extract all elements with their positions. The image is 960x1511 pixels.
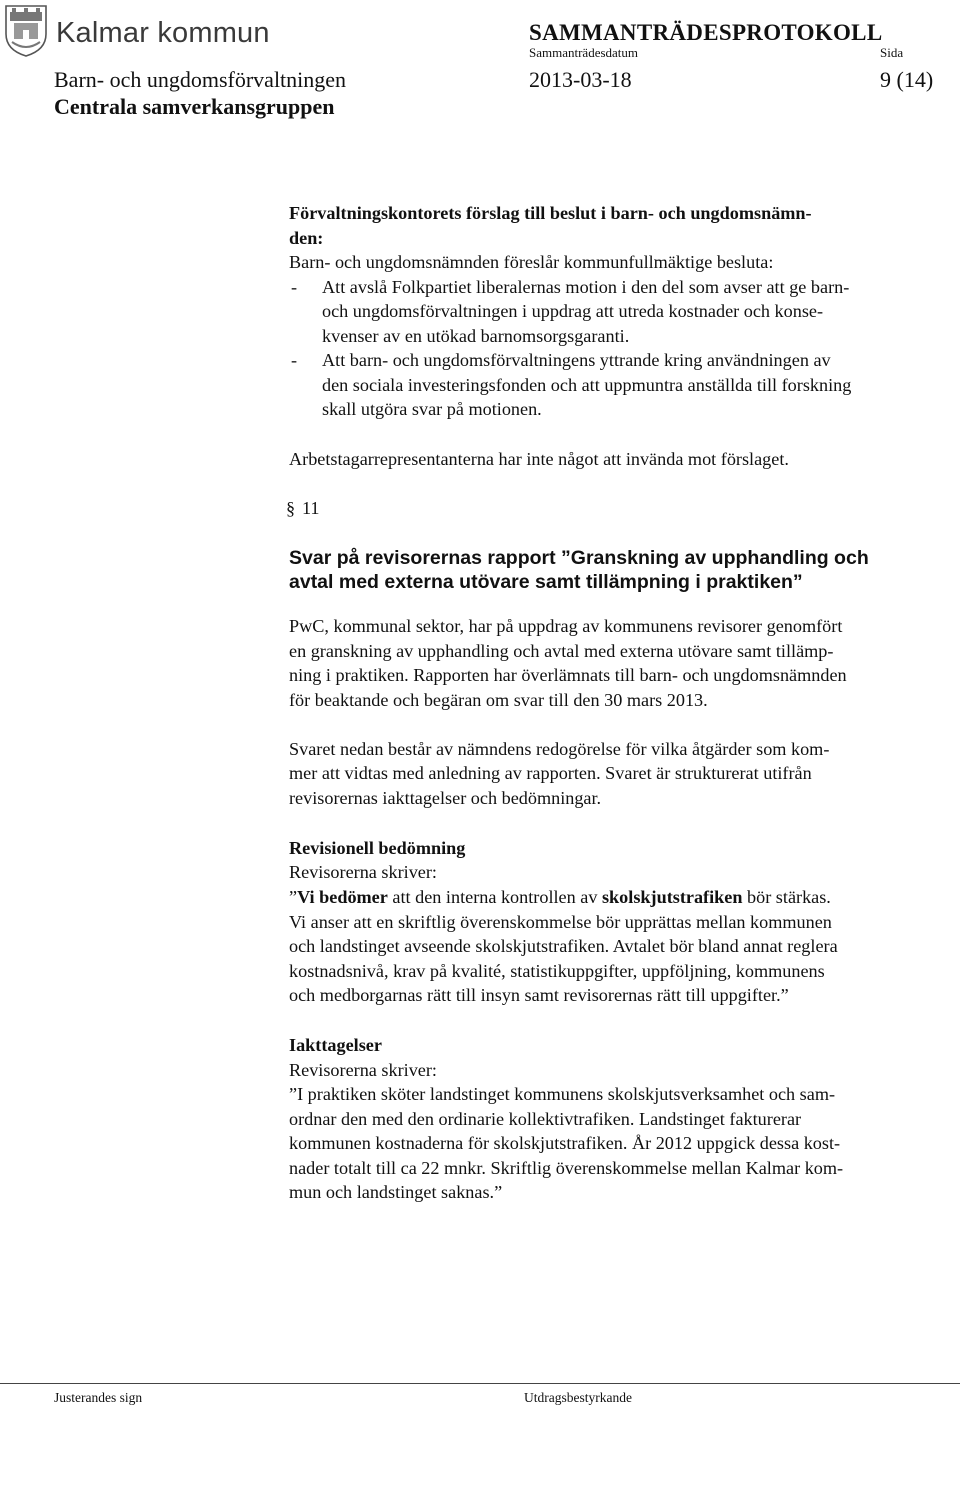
paragraph-1-line-3: ning i praktiken. Rapporten har överlämnats till barn- och ungdomsnämnden bbox=[289, 665, 847, 685]
assessment-line-1-middle: att den interna kontrollen av bbox=[387, 887, 602, 907]
paragraph-1-line-4: för beaktande och begäran om svar till den 30 mars 2013. bbox=[289, 690, 708, 710]
assessment-line-5: och medborgarnas rätt till insyn samt revisorernas rätt till uppgifter.” bbox=[289, 985, 789, 1005]
observations-heading: Iakttagelser bbox=[289, 1035, 382, 1055]
page-label: Sida bbox=[880, 45, 904, 60]
footer-justification-label: Justerandes sign bbox=[54, 1390, 143, 1405]
open-quote: ” bbox=[289, 887, 298, 907]
organization-name: Kalmar kommun bbox=[56, 17, 270, 49]
kalmar-coat-of-arms-logo bbox=[4, 4, 48, 58]
proposal-heading-line-1: Förvaltningskontorets förslag till beslut i barn- och ungdomsnämn- bbox=[289, 203, 812, 223]
observations-line-3: kommunen kostnaderna för skolskjutstrafiken. År 2012 uppgick dessa kost- bbox=[289, 1133, 841, 1153]
bullet-dash: - bbox=[291, 350, 298, 370]
bullet-1-line-3: kvenser av en utökad barnomsorgsgaranti. bbox=[322, 326, 630, 346]
bullet-dash: - bbox=[291, 277, 298, 297]
section-symbol: § bbox=[286, 498, 296, 518]
observations-line-1: ”I praktiken sköter landstinget kommunens skolskjutsverksamhet och sam- bbox=[289, 1084, 836, 1104]
assessment-line-1 bbox=[289, 885, 831, 910]
document-type: SAMMANTRÄDESPROTOKOLL bbox=[529, 20, 883, 45]
paragraph-1-line-2: en granskning av upphandling och avtal med externa utövare samt tillämp- bbox=[289, 641, 834, 661]
paragraph-2-line-3: revisorernas iakttagelser och bedömningar. bbox=[289, 788, 602, 808]
observations-writer: Revisorerna skriver: bbox=[289, 1060, 437, 1080]
proposal-intro: Barn- och ungdomsnämnden föreslår kommunfullmäktige besluta: bbox=[289, 252, 774, 272]
paragraph-1-line-1: PwC, kommunal sektor, har på uppdrag av kommunens revisorer genomfört bbox=[289, 616, 843, 636]
meeting-date-label: Sammanträdesdatum bbox=[529, 45, 639, 60]
footer-divider bbox=[0, 1383, 960, 1384]
page-number: 9 (14) bbox=[880, 67, 934, 92]
assessment-line-1-end: bör stärkas. bbox=[742, 887, 831, 907]
footer-certification-label: Utdragsbestyrkande bbox=[524, 1390, 632, 1405]
assessment-writer: Revisorerna skriver: bbox=[289, 862, 437, 882]
committee-name: Centrala samverkansgruppen bbox=[54, 94, 335, 119]
assessment-line-2: Vi anser att en skriftlig överenskommelse bör upprättas mellan kommunen bbox=[289, 912, 832, 932]
assessment-line-4: kostnadsnivå, krav på kvalité, statistikuppgifter, uppföljning, kommunens bbox=[289, 961, 825, 981]
paragraph-2-line-2: mer att vidtas med anledning av rapporten. Svaret är strukturerat utifrån bbox=[289, 763, 812, 783]
observations-line-4: nader totalt till ca 22 mnkr. Skriftlig överenskommelse mellan Kalmar kom- bbox=[289, 1158, 844, 1178]
bullet-2-line-2: den sociala investeringsfonden och att uppmuntra anställda till forskning bbox=[322, 375, 852, 395]
bullet-1-line-1: Att avslå Folkpartiet liberalernas motion i den del som avser att ge barn- bbox=[322, 277, 850, 297]
union-note: Arbetstagarrepresentanterna har inte något att invända mot förslaget. bbox=[289, 449, 789, 469]
proposal-heading-line-2: den: bbox=[289, 228, 324, 248]
bullet-2-line-3: skall utgöra svar på motionen. bbox=[322, 399, 542, 419]
bullet-1-line-2: och ungdomsförvaltningen i uppdrag att utreda kostnader och konse- bbox=[322, 301, 824, 321]
assessment-heading: Revisionell bedömning bbox=[289, 838, 466, 858]
meeting-date: 2013-03-18 bbox=[529, 67, 632, 92]
section-number: 11 bbox=[302, 498, 320, 518]
assessment-line-3: och landstinget avseende skolskjutstrafiken. Avtalet bör bland annat reglera bbox=[289, 936, 838, 956]
observations-line-5: mun och landstinget saknas.” bbox=[289, 1182, 503, 1202]
bullet-2-line-1: Att barn- och ungdomsförvaltningens yttrande kring användningen av bbox=[322, 350, 831, 370]
paragraph-2-line-1: Svaret nedan består av nämndens redogörelse för vilka åtgärder som kom- bbox=[289, 739, 830, 759]
school-transport-term: skolskjutstrafiken bbox=[601, 887, 743, 907]
we-assess-phrase: Vi bedömer bbox=[297, 887, 388, 907]
section-title-line-1: Svar på revisorernas rapport ”Granskning av upphandling och bbox=[289, 547, 869, 569]
observations-line-2: ordnar den med den ordinarie kollektivtrafiken. Landstinget fakturerar bbox=[289, 1109, 802, 1129]
section-title-line-2: avtal med externa utövare samt tillämpning i praktiken” bbox=[289, 571, 803, 593]
department-name: Barn- och ungdomsförvaltningen bbox=[54, 67, 347, 92]
